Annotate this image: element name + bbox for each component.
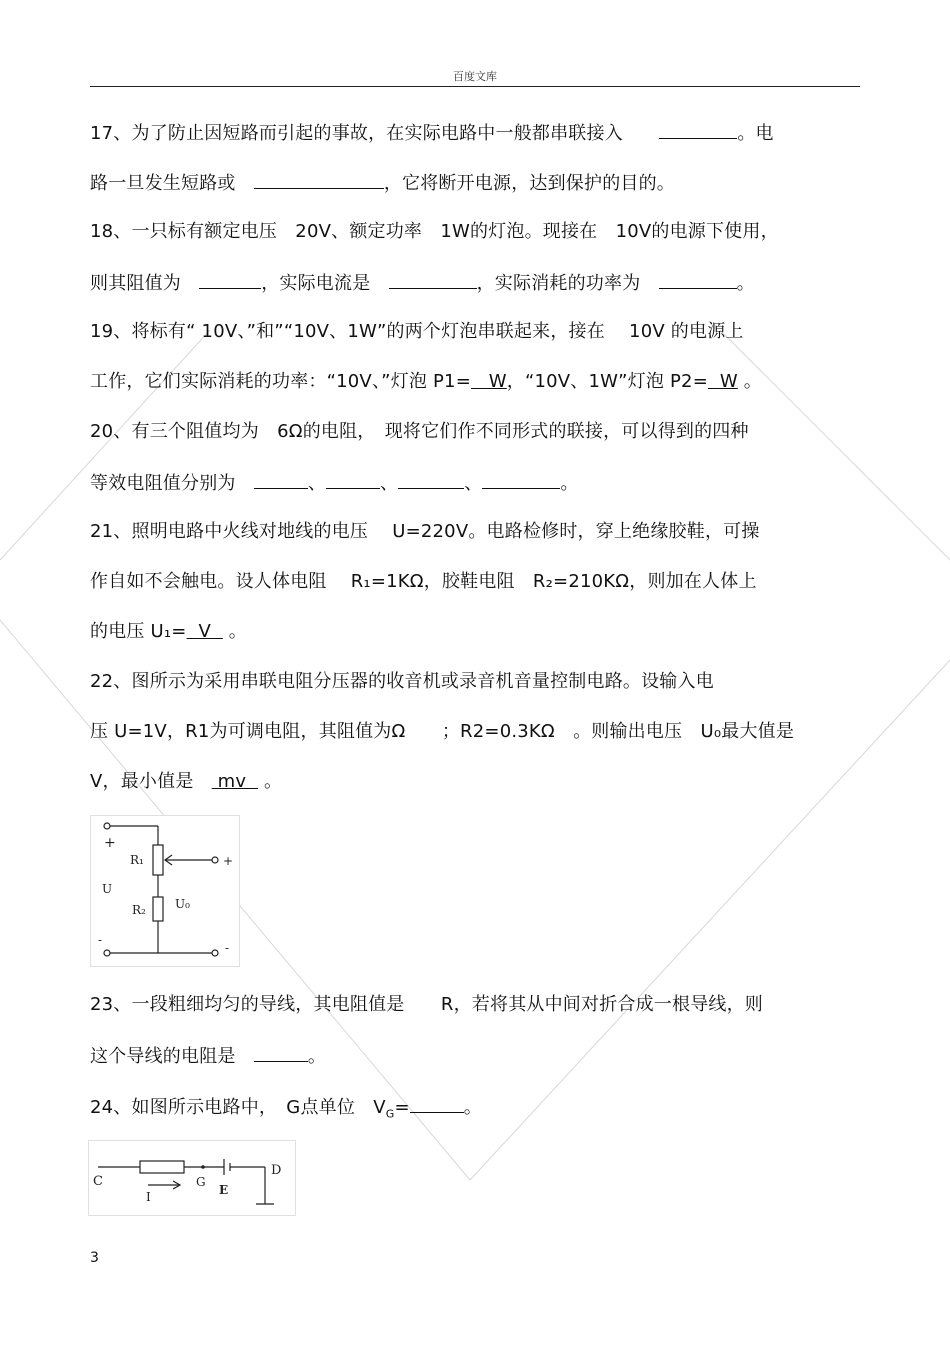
page-number: 3 <box>90 1250 99 1266</box>
answer-blank <box>254 170 384 189</box>
text-run: 24、如图所示电路中， G点单位 V <box>90 1097 386 1118</box>
text-run: 则其阻值为 <box>90 273 200 294</box>
text-run: 。 <box>560 473 579 494</box>
text-run: 。 <box>737 371 762 392</box>
answer-blank <box>326 470 380 489</box>
question-line-q18a <box>90 220 779 244</box>
question-line-q17b <box>90 170 675 196</box>
e-label: E <box>219 1183 229 1197</box>
underlined-answer: V <box>186 621 223 642</box>
text-run: 。 <box>307 1046 327 1067</box>
text-run: 。 <box>463 1097 482 1118</box>
answer-blank <box>410 1094 464 1113</box>
minus-left-label: - <box>98 933 103 947</box>
answer-blank <box>398 470 464 489</box>
text-run: 作自如不会触电。设人体电阻 R₁=1KΩ，胶鞋电阻 R₂=210KΩ，则加在人体上 <box>90 571 757 592</box>
u-label: U <box>102 882 113 896</box>
answer-blank <box>254 470 308 489</box>
u0-label: U₀ <box>175 897 190 911</box>
question-line-q21b <box>90 570 757 594</box>
question-line-q22c <box>90 770 282 794</box>
text-run: 19、将标有“ 10V、”和”“10V、1W”的两个灯泡串联起来，接在 10V 的电源上 <box>90 321 744 342</box>
text-run: 。 <box>258 771 283 792</box>
d-label: D <box>271 1163 282 1178</box>
text-run: 、 <box>464 473 483 494</box>
question-line-q21c <box>90 620 247 644</box>
answer-blank <box>659 270 737 289</box>
question-line-q20b <box>90 470 579 496</box>
question-line-q18b <box>90 270 755 296</box>
text-run: 21、照明电路中火线对地线的电压 U=220V。电路检修时，穿上绝缘胶鞋，可操 <box>90 521 760 542</box>
answer-blank <box>482 470 560 489</box>
text-run: 23、一段粗细均匀的导线，其电阻值是 R，若将其从中间对折合成一根导线，则 <box>90 994 764 1015</box>
text-run: ，它将断开电源，达到保护的目的。 <box>383 173 676 194</box>
g-label: G <box>196 1175 206 1189</box>
text-run: 这个导线的电阻是 <box>90 1046 254 1067</box>
underlined-answer: mv <box>211 771 259 792</box>
question-line-q17a <box>90 120 774 146</box>
question-line-q22a <box>90 670 714 694</box>
question-line-q20a <box>90 420 749 444</box>
question-line-q19b <box>90 370 762 394</box>
underlined-answer: W <box>470 371 507 392</box>
text-run: 18、一只标有额定电压 20V、额定功率 1W的灯泡。现接在 10V的电源下使用， <box>90 221 779 242</box>
answer-blank <box>199 270 261 289</box>
text-run: 的电压 U₁= <box>90 621 187 642</box>
answer-blank <box>659 120 737 139</box>
text-run: 等效电阻值分别为 <box>90 473 254 494</box>
text-run: = <box>394 1097 410 1118</box>
page-header: 百度文库 <box>453 70 497 83</box>
text-run: 、 <box>307 473 327 494</box>
text-run: ，实际消耗的功率为 <box>476 273 659 294</box>
question-line-q24a <box>90 1094 482 1127</box>
answer-blank <box>389 270 477 289</box>
output-minus-label: - <box>225 941 230 955</box>
text-run: 工作，它们实际消耗的功率：“10V、”灯泡 P1= <box>90 371 471 392</box>
header-rule <box>90 86 860 87</box>
text-run: 。 <box>222 621 247 642</box>
text-run: ，“10V、1W”灯泡 P2= <box>506 371 708 392</box>
answer-blank <box>254 1043 308 1062</box>
plus-top-label: + <box>104 835 116 851</box>
text-run: 压 U=1V，R1为可调电阻，其阻值为Ω ；R2=0.3KΩ 。则输出电压 U₀最大值是 <box>90 721 795 742</box>
r2-label: R₂ <box>132 903 146 917</box>
question-line-q23b <box>90 1043 326 1069</box>
text-run: ，实际电流是 <box>261 273 389 294</box>
underlined-answer: W <box>707 371 738 392</box>
text-run: V，最小值是 <box>90 771 212 792</box>
c-label: C <box>93 1174 103 1189</box>
output-plus-label: + <box>223 854 234 868</box>
voltage-divider-figure <box>90 815 240 967</box>
text-run: 。电 <box>737 123 774 144</box>
question-line-q21a <box>90 520 760 544</box>
text-run: 20、有三个阻值均为 6Ω的电阻， 现将它们作不同形式的联接，可以得到的四种 <box>90 421 749 442</box>
text-run: 22、图所示为采用串联电阻分压器的收音机或录音机音量控制电路。设输入电 <box>90 671 714 692</box>
i-label: I <box>146 1190 151 1204</box>
subscript: G <box>385 1107 395 1121</box>
text-run: 路一旦发生短路或 <box>90 173 254 194</box>
text-run: 、 <box>380 473 399 494</box>
question-line-q22b <box>90 720 794 744</box>
question-line-q23a <box>90 993 763 1017</box>
r1-label: R₁ <box>130 853 144 867</box>
question-line-q19a <box>90 320 744 344</box>
text-run: 17、为了防止因短路而引起的事故，在实际电路中一般都串联接入 <box>90 123 660 144</box>
text-run: 。 <box>736 273 755 294</box>
g-point-circuit-figure <box>88 1140 296 1216</box>
